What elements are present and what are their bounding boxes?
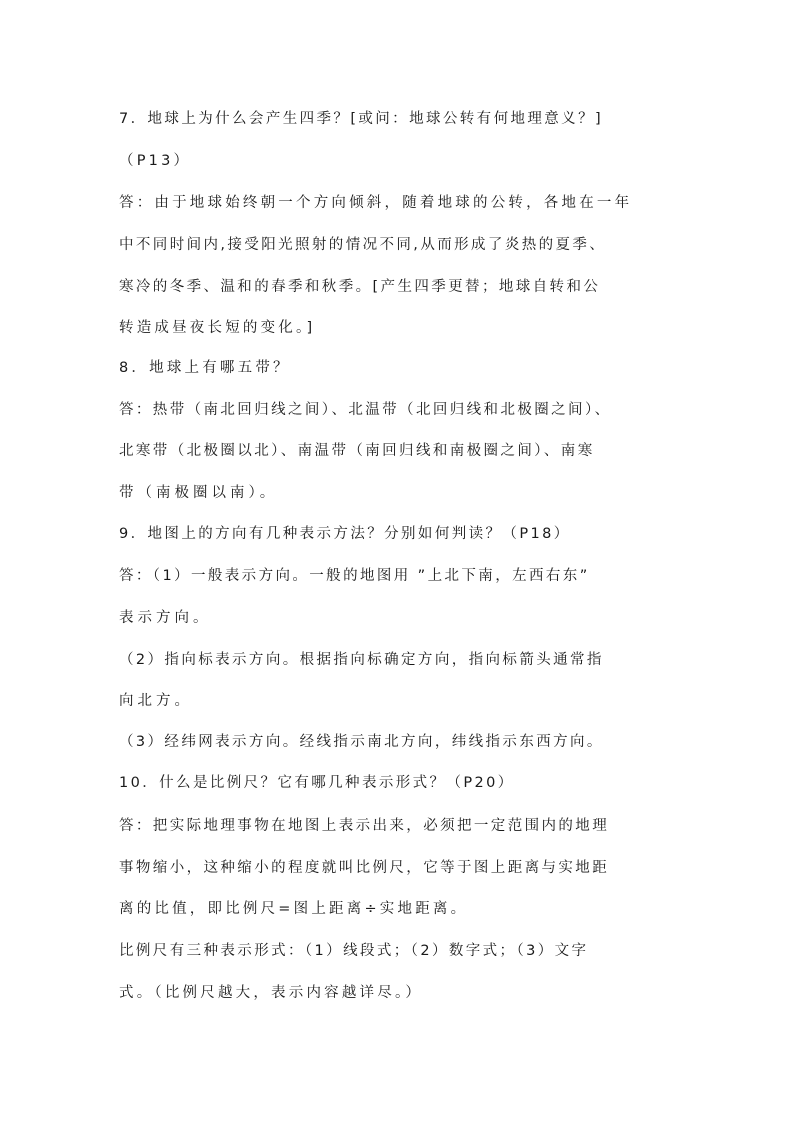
question-10: 10．什么是比例尺？它有哪几种表示形式？（P20）	[119, 775, 515, 791]
answer-9-line-5: （3）经纬网表示方向。经线指示南北方向，纬线指示东西方向。	[119, 734, 604, 750]
answer-7-line-2: 中不同时间内,接受阳光照射的情况不同,从而形成了炎热的夏季、	[119, 237, 607, 253]
answer-8-line-2: 北寒带（北极圈以北）、南温带（南回归线和南极圈之间）、南寒	[119, 443, 595, 459]
answer-9-line-3: （2）指向标表示方向。根据指向标确定方向，指向标箭头通常指	[119, 652, 604, 668]
answer-8-line-3: 带（南极圈以南）。	[119, 485, 279, 501]
answer-10-line-4: 比例尺有三种表示形式：（1）线段式；（2）数字式；（3）文字	[119, 943, 589, 959]
question-7-line-1: 7．地球上为什么会产生四季？[或问：地球公转有何地理意义？]	[119, 111, 604, 127]
answer-10-line-2: 事物缩小，这种缩小的程度就叫比例尺，它等于图上距离与实地距	[119, 860, 610, 876]
question-7-line-2: （P13）	[119, 153, 192, 169]
answer-7-line-4: 转造成昼夜长短的变化。]	[119, 320, 316, 336]
question-9: 9．地图上的方向有几种表示方法？分别如何判读？（P18）	[119, 526, 571, 542]
question-8: 8．地球上有哪五带？	[119, 360, 291, 376]
answer-10-line-1: 答：把实际地理事物在地图上表示出来，必须把一定范围内的地理	[119, 818, 610, 834]
answer-10-line-5: 式。（比例尺越大，表示内容越详尽。）	[119, 985, 424, 1001]
answer-9-line-2: 表示方向。	[119, 610, 212, 626]
answer-7-line-3: 寒冷的冬季、温和的春季和秋季。[产生四季更替；地球自转和公	[119, 279, 601, 295]
answer-8-line-1: 答：热带（南北回归线之间）、北温带（北回归线和北极圈之间）、	[119, 402, 612, 418]
answer-7-line-1: 答：由于地球始终朝一个方向倾斜，随着地球的公转，各地在一年	[119, 195, 633, 211]
answer-10-line-3: 离的比值，即比例尺=图上距离÷实地距离。	[119, 901, 469, 917]
answer-9-line-4: 向北方。	[119, 693, 193, 709]
answer-9-line-1: 答：（1）一般表示方向。一般的地图用 ”上北下南，左西右东”	[119, 568, 590, 584]
